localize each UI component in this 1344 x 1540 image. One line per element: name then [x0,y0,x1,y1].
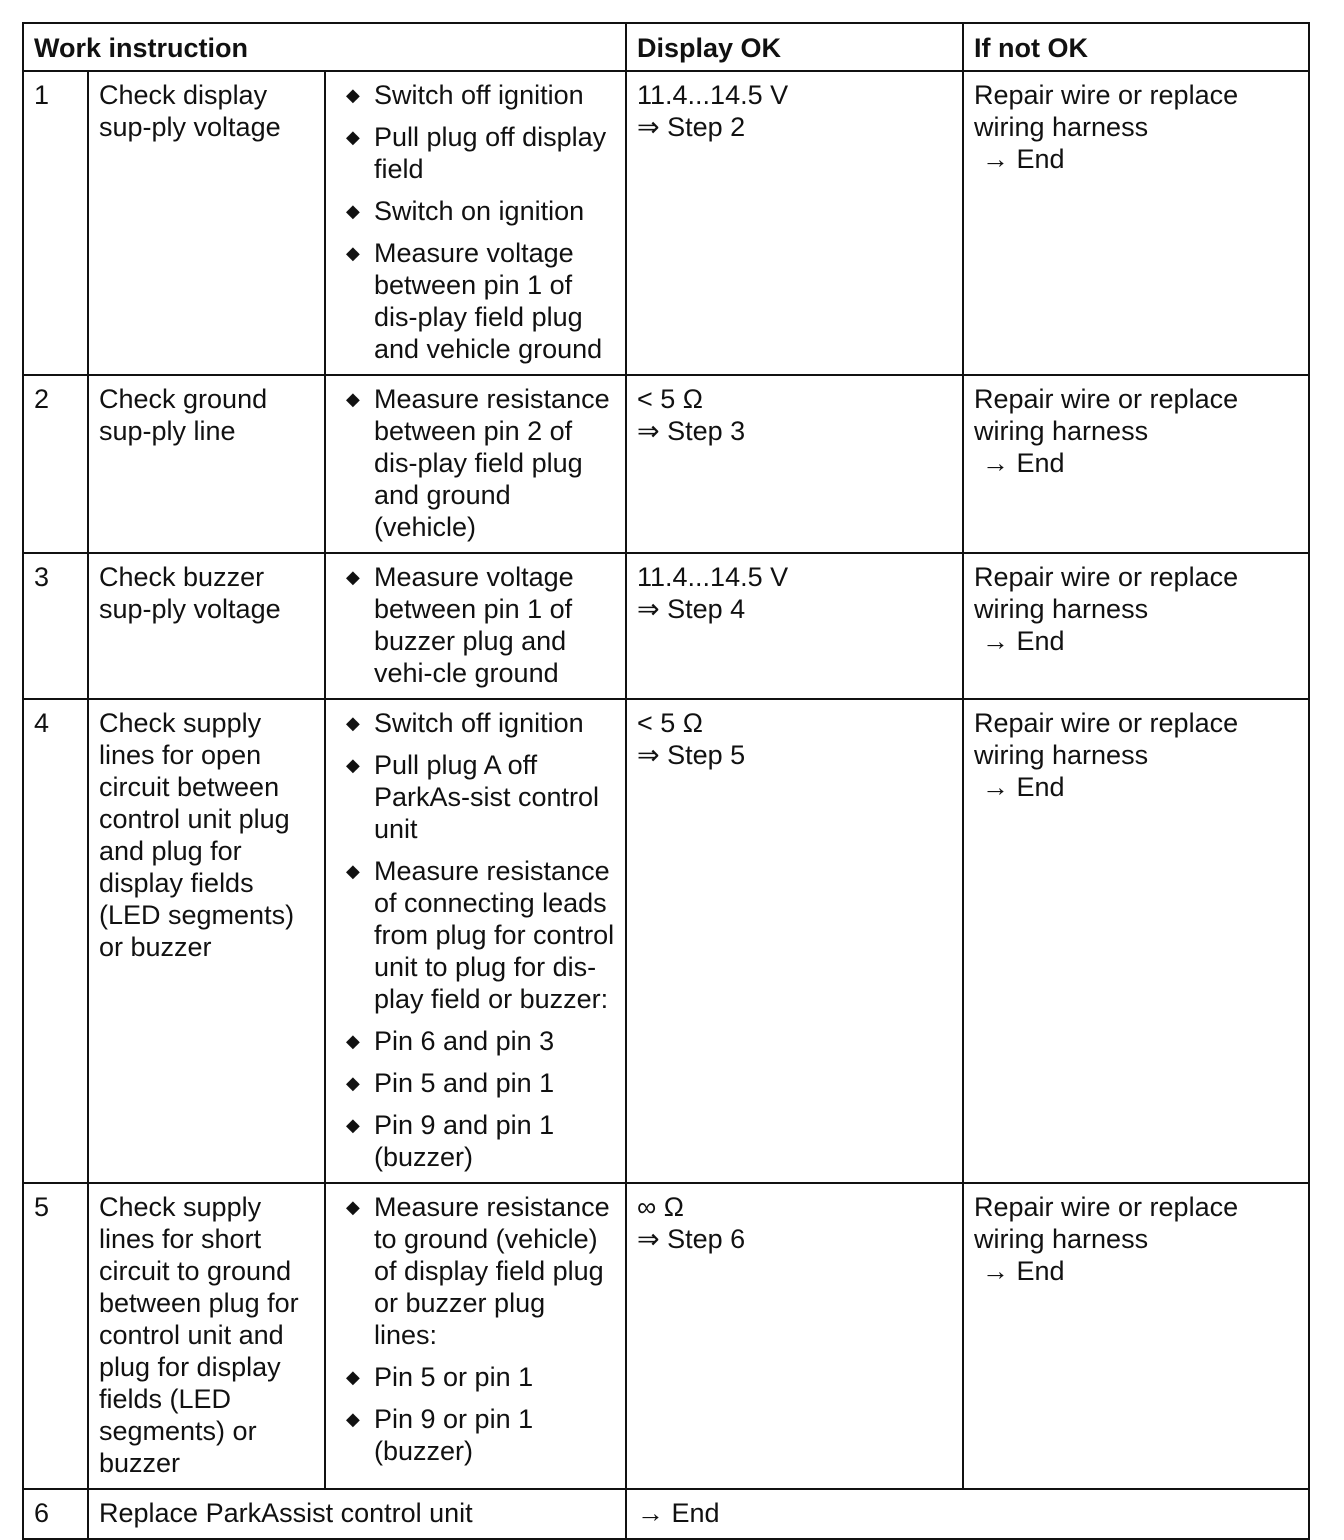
diamond-bullet-icon: ◆ [346,1409,360,1429]
instruction-text: Switch off ignition [374,80,584,110]
step-description: Check supply lines for open circuit between control unit plug and plug for display fields (LED segments) or buzzer [88,699,325,1183]
table-row [23,71,1309,375]
instruction-text: Measure voltage between pin 1 of dis-play field plug and vehicle ground [374,238,603,364]
final-result: → End [626,1489,1309,1539]
diamond-bullet-icon: ◆ [346,127,360,147]
step-description: Check supply lines for short circuit to ground between plug for control unit and plug for display fields (LED segments) or buzzer [88,1183,325,1489]
step-instructions [325,71,626,375]
end-result: → End [982,144,1065,174]
next-step: ⇒ Step 5 [637,740,746,770]
remedy-text: Repair wire or replace wiring harness [974,562,1239,624]
instruction-item [336,195,615,227]
instruction-item [336,1191,615,1351]
if-not-ok-cell [963,375,1309,553]
header-if-not-ok: If not OK [963,23,1309,71]
instruction-item [336,707,615,739]
display-ok-cell [626,699,963,1183]
instruction-text: Pin 9 and pin 1 (buzzer) [374,1110,555,1172]
diamond-bullet-icon: ◆ [346,755,360,775]
instruction-item [336,749,615,845]
next-step: ⇒ Step 4 [637,594,746,624]
step-description: Replace ParkAssist control unit [88,1489,626,1539]
diamond-bullet-icon: ◆ [346,567,360,587]
instruction-text: Measure resistance between pin 2 of dis-play field plug and ground (vehicle) [374,384,610,542]
end-result: → End [982,448,1065,478]
step-description: Check display sup-ply voltage [88,71,325,375]
instruction-item [336,1403,615,1467]
expected-value: 11.4...14.5 V [637,562,789,592]
diamond-bullet-icon: ◆ [346,861,360,881]
instruction-item [336,1025,615,1057]
instruction-text: Pin 5 and pin 1 [374,1068,555,1098]
step-number: 6 [23,1489,88,1539]
instruction-item [336,1361,615,1393]
instruction-list [336,1191,615,1467]
diamond-bullet-icon: ◆ [346,201,360,221]
header-work-instruction: Work instruction [23,23,626,71]
diamond-bullet-icon: ◆ [346,1115,360,1135]
expected-value: < 5 Ω [637,708,703,738]
instruction-list [336,383,615,543]
end-result: → End [982,772,1065,802]
header-display-ok: Display OK [626,23,963,71]
instruction-text: Pin 5 or pin 1 [374,1362,534,1392]
step-number: 3 [23,553,88,699]
instruction-item [336,1067,615,1099]
step-description: Check buzzer sup-ply voltage [88,553,325,699]
display-ok-cell [626,553,963,699]
step-instructions [325,1183,626,1489]
remedy-text: Repair wire or replace wiring harness [974,1192,1239,1254]
instruction-list [336,561,615,689]
instruction-list [336,79,615,365]
end-result: → End [982,626,1065,656]
end-result: → End [982,1256,1065,1286]
table-row [23,699,1309,1183]
expected-value: ∞ Ω [637,1192,684,1222]
diamond-bullet-icon: ◆ [346,1031,360,1051]
instruction-item [336,79,615,111]
table-row [23,375,1309,553]
instruction-item [336,383,615,543]
table-row-final [23,1489,1309,1539]
step-instructions [325,699,626,1183]
next-step: ⇒ Step 2 [637,112,746,142]
if-not-ok-cell [963,553,1309,699]
if-not-ok-cell [963,1183,1309,1489]
step-number: 2 [23,375,88,553]
instruction-item [336,561,615,689]
display-ok-cell [626,1183,963,1489]
instruction-text: Measure voltage between pin 1 of buzzer plug and vehi-cle ground [374,562,574,688]
display-ok-cell [626,375,963,553]
step-number: 1 [23,71,88,375]
diamond-bullet-icon: ◆ [346,713,360,733]
expected-value: 11.4...14.5 V [637,80,789,110]
header-row [23,23,1309,71]
instruction-text: Pull plug A off ParkAs-sist control unit [374,750,600,844]
remedy-text: Repair wire or replace wiring harness [974,384,1239,446]
step-instructions [325,553,626,699]
instruction-text: Pin 6 and pin 3 [374,1026,555,1056]
diamond-bullet-icon: ◆ [346,1197,360,1217]
step-description: Check ground sup-ply line [88,375,325,553]
diamond-bullet-icon: ◆ [346,389,360,409]
next-step: ⇒ Step 6 [637,1224,746,1254]
step-instructions [325,375,626,553]
table-row [23,1183,1309,1489]
step-number: 4 [23,699,88,1183]
diamond-bullet-icon: ◆ [346,85,360,105]
instruction-list [336,707,615,1173]
diamond-bullet-icon: ◆ [346,243,360,263]
instruction-item [336,1109,615,1173]
table-row [23,553,1309,699]
instruction-item [336,237,615,365]
remedy-text: Repair wire or replace wiring harness [974,708,1239,770]
instruction-text: Measure resistance of connecting leads from plug for control unit to plug for dis-play field or buzzer: [374,856,615,1014]
work-instruction-table [22,22,1310,1540]
next-step: ⇒ Step 3 [637,416,746,446]
if-not-ok-cell [963,71,1309,375]
display-ok-cell [626,71,963,375]
instruction-text: Pin 9 or pin 1 (buzzer) [374,1404,534,1466]
expected-value: < 5 Ω [637,384,703,414]
diamond-bullet-icon: ◆ [346,1367,360,1387]
instruction-text: Switch off ignition [374,708,584,738]
instruction-item [336,121,615,185]
step-number: 5 [23,1183,88,1489]
instruction-text: Measure resistance to ground (vehicle) of display field plug or buzzer plug lines: [374,1192,610,1350]
instruction-item [336,855,615,1015]
instruction-text: Switch on ignition [374,196,585,226]
diamond-bullet-icon: ◆ [346,1073,360,1093]
instruction-text: Pull plug off display field [374,122,607,184]
if-not-ok-cell [963,699,1309,1183]
remedy-text: Repair wire or replace wiring harness [974,80,1239,142]
